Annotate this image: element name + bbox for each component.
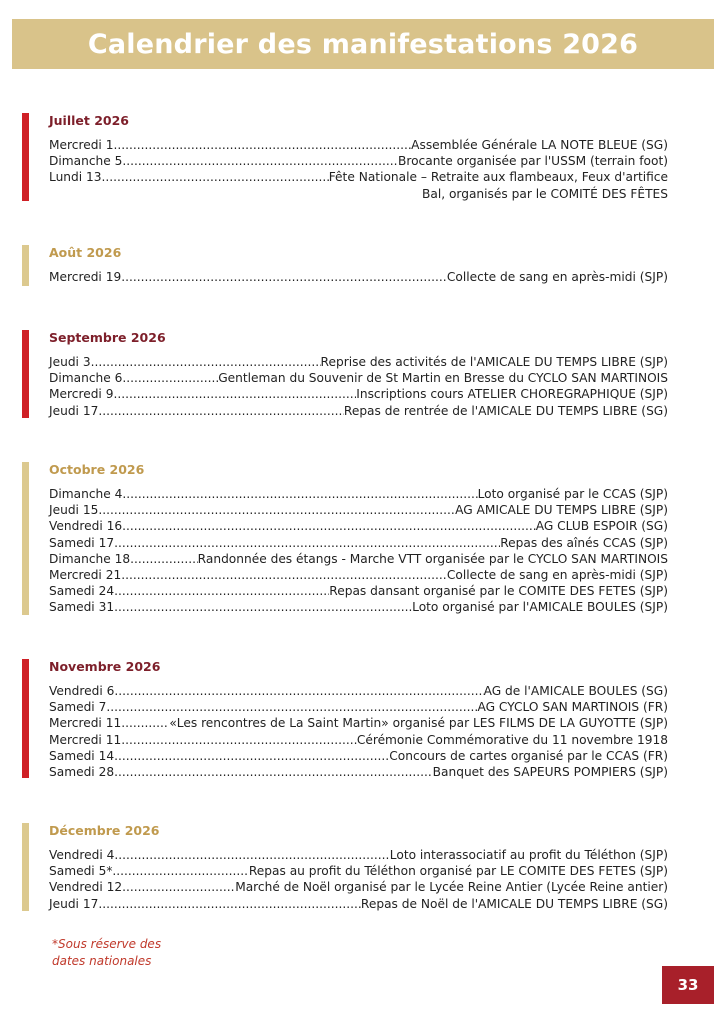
entry-desc: Repas de Noël de l'AMICALE DU TEMPS LIBRE (SG) <box>360 896 668 911</box>
dot-leader <box>113 137 411 153</box>
footnote-line: *Sous réserve des <box>52 937 162 951</box>
entry-day: Jeudi 3 <box>49 355 91 369</box>
entry-day: Mercredi 11 <box>49 716 122 731</box>
entry-day: Samedi 31 <box>49 600 115 615</box>
entry-day: Mercredi 9 <box>49 387 114 402</box>
dot-leader <box>114 764 433 780</box>
footnote-line: dates nationales <box>52 954 152 968</box>
dot-leader <box>91 354 321 370</box>
month-section-decembre <box>22 823 668 911</box>
entry-desc: AG AMICALE DU TEMPS LIBRE (SJP) <box>455 503 668 518</box>
month-heading: Août 2026 <box>49 245 122 260</box>
entry-day: Mercredi 1 <box>49 138 114 152</box>
entry-day: Vendredi 12 <box>49 880 123 895</box>
dot-leader <box>121 567 447 583</box>
entry-day: Dimanche 4 <box>49 487 123 501</box>
entry-desc: Randonnée des étangs - Marche VTT organisée par le CYCLO SAN MARTINOIS <box>197 551 668 566</box>
entry-day: Samedi 17 <box>49 535 115 550</box>
entry-desc: AG CLUB ESPOIR (SG) <box>535 519 668 534</box>
dot-leader <box>98 502 455 518</box>
entry-desc: Loto organisé par l'AMICALE BOULES (SJP) <box>412 600 668 615</box>
dot-leader <box>114 748 389 764</box>
entry-day: Vendredi 16 <box>49 519 123 534</box>
entry-day: Vendredi 4 <box>49 848 115 862</box>
dot-leader <box>122 518 536 534</box>
list-item <box>49 518 668 534</box>
entry-desc: Reprise des activités de l'AMICALE DU TEMPS LIBRE (SJP) <box>320 355 668 369</box>
entry-list <box>49 486 668 616</box>
list-item <box>49 486 668 502</box>
list-item <box>49 567 668 583</box>
list-item <box>49 403 668 419</box>
list-item <box>49 748 668 764</box>
entry-day: Dimanche 6 <box>49 371 123 386</box>
entry-desc: Repas au profit du Téléthon organisé par LE COMITE DES FETES (SJP) <box>248 864 668 879</box>
month-heading: Octobre 2026 <box>49 462 145 477</box>
entry-day: Samedi 5* <box>49 864 113 879</box>
list-item <box>49 137 668 153</box>
dot-leader <box>122 153 398 169</box>
dot-leader <box>106 699 477 715</box>
entry-desc: AG CYCLO SAN MARTINOIS (FR) <box>477 700 668 715</box>
dot-leader <box>114 847 389 863</box>
entry-day: Lundi 13 <box>49 170 102 185</box>
list-item <box>49 153 668 169</box>
dot-leader <box>112 863 248 879</box>
entry-list <box>49 137 668 202</box>
entry-day: Jeudi 15 <box>49 503 99 518</box>
list-item <box>49 599 668 615</box>
dot-leader <box>113 386 356 402</box>
list-item <box>49 502 668 518</box>
list-item <box>49 169 668 185</box>
entry-list <box>49 354 668 419</box>
entry-desc: Fête Nationale – Retraite aux flambeaux, Feux d'artifice <box>328 170 668 185</box>
entry-desc: Gentleman du Souvenir de St Martin en Bresse du CYCLO SAN MARTINOIS <box>218 371 668 386</box>
entry-day: Jeudi 17 <box>49 403 99 418</box>
list-item <box>49 879 668 895</box>
entry-desc: Banquet des SAPEURS POMPIERS (SJP) <box>432 765 668 780</box>
entry-list <box>49 847 668 912</box>
entry-desc: AG de l'AMICALE BOULES (SG) <box>483 684 668 698</box>
list-item <box>49 699 668 715</box>
list-item <box>49 715 668 731</box>
dot-leader <box>122 879 235 895</box>
entry-desc: Cérémonie Commémorative du 11 novembre 1918 <box>356 732 668 747</box>
section-bar <box>22 245 29 286</box>
entry-desc: «Les rencontres de La Saint Martin» organisé par LES FILMS DE LA GUYOTTE (SJP) <box>169 716 668 731</box>
section-bar <box>22 659 29 778</box>
list-item <box>49 269 668 285</box>
entry-day: Mercredi 21 <box>49 568 122 583</box>
entry-day: Dimanche 5 <box>49 154 123 169</box>
entry-day: Dimanche 18 <box>49 551 131 566</box>
month-heading: Juillet 2026 <box>49 113 129 128</box>
dot-leader <box>114 599 412 615</box>
entry-day: Samedi 14 <box>49 748 115 763</box>
section-bar <box>22 113 29 201</box>
dot-leader <box>121 269 447 285</box>
page-title: Calendrier des manifestations 2026 <box>87 28 639 60</box>
page-number: 33 <box>677 976 699 994</box>
entry-desc: Collecte de sang en après-midi (SJP) <box>446 568 668 583</box>
dot-leader <box>98 403 344 419</box>
entry-day: Mercredi 11 <box>49 732 122 747</box>
entry-desc: Assemblée Générale LA NOTE BLEUE (SG) <box>411 138 668 152</box>
list-item <box>49 863 668 879</box>
page-number-badge <box>662 966 714 1004</box>
entry-desc: Inscriptions cours ATELIER CHOREGRAPHIQUE (SJP) <box>356 387 668 402</box>
entry-desc: Repas dansant organisé par le COMITE DES FETES (SJP) <box>329 584 668 599</box>
entry-desc: Marché de Noël organisé par le Lycée Reine Antier (Lycée Reine antier) <box>235 880 668 895</box>
entry-desc: Concours de cartes organisé par le CCAS (FR) <box>389 748 668 763</box>
footnote <box>52 936 161 970</box>
list-item <box>49 764 668 780</box>
entry-day: Vendredi 6 <box>49 684 115 698</box>
month-section-novembre <box>22 659 668 778</box>
entry-desc: Repas de rentrée de l'AMICALE DU TEMPS LIBRE (SG) <box>343 403 668 418</box>
section-bar <box>22 823 29 911</box>
entry-continuation: Bal, organisés par le COMITÉ DES FÊTES <box>422 186 668 201</box>
dot-leader <box>114 583 329 599</box>
entry-list <box>49 683 668 780</box>
dot-leader <box>121 715 169 731</box>
section-bar <box>22 462 29 615</box>
title-banner <box>12 19 714 69</box>
dot-leader <box>102 169 329 185</box>
dot-leader <box>121 732 357 748</box>
section-bar <box>22 330 29 418</box>
entry-desc: Loto organisé par le CCAS (SJP) <box>477 487 668 501</box>
month-heading: Décembre 2026 <box>49 823 160 838</box>
entry-day: Samedi 24 <box>49 584 115 599</box>
dot-leader <box>130 551 198 567</box>
month-section-aout <box>22 245 668 286</box>
entry-day: Jeudi 17 <box>49 896 99 911</box>
dot-leader <box>114 535 500 551</box>
list-item <box>49 551 668 567</box>
entry-desc: Loto interassociatif au profit du Téléthon (SJP) <box>389 848 668 862</box>
entry-list <box>49 269 668 285</box>
month-section-juillet <box>22 113 668 201</box>
list-item <box>49 354 668 370</box>
month-heading: Novembre 2026 <box>49 659 161 674</box>
entry-desc: Repas des aînés CCAS (SJP) <box>500 535 668 550</box>
entry-day: Mercredi 19 <box>49 270 122 284</box>
list-item <box>49 535 668 551</box>
entry-day: Samedi 28 <box>49 765 115 780</box>
list-item <box>49 847 668 863</box>
month-heading: Septembre 2026 <box>49 330 166 345</box>
list-item <box>49 370 668 386</box>
list-item <box>49 386 668 402</box>
entry-desc: Brocante organisée par l'USSM (terrain foot) <box>397 154 668 169</box>
dot-leader <box>114 683 483 699</box>
list-item <box>49 683 668 699</box>
dot-leader <box>98 896 361 912</box>
entry-day: Samedi 7 <box>49 700 107 715</box>
dot-leader <box>122 486 477 502</box>
month-section-septembre <box>22 330 668 418</box>
dot-leader <box>122 370 218 386</box>
list-item <box>49 896 668 912</box>
list-item <box>49 732 668 748</box>
month-section-octobre <box>22 462 668 615</box>
list-item <box>49 583 668 599</box>
entry-desc: Collecte de sang en après-midi (SJP) <box>446 270 668 284</box>
